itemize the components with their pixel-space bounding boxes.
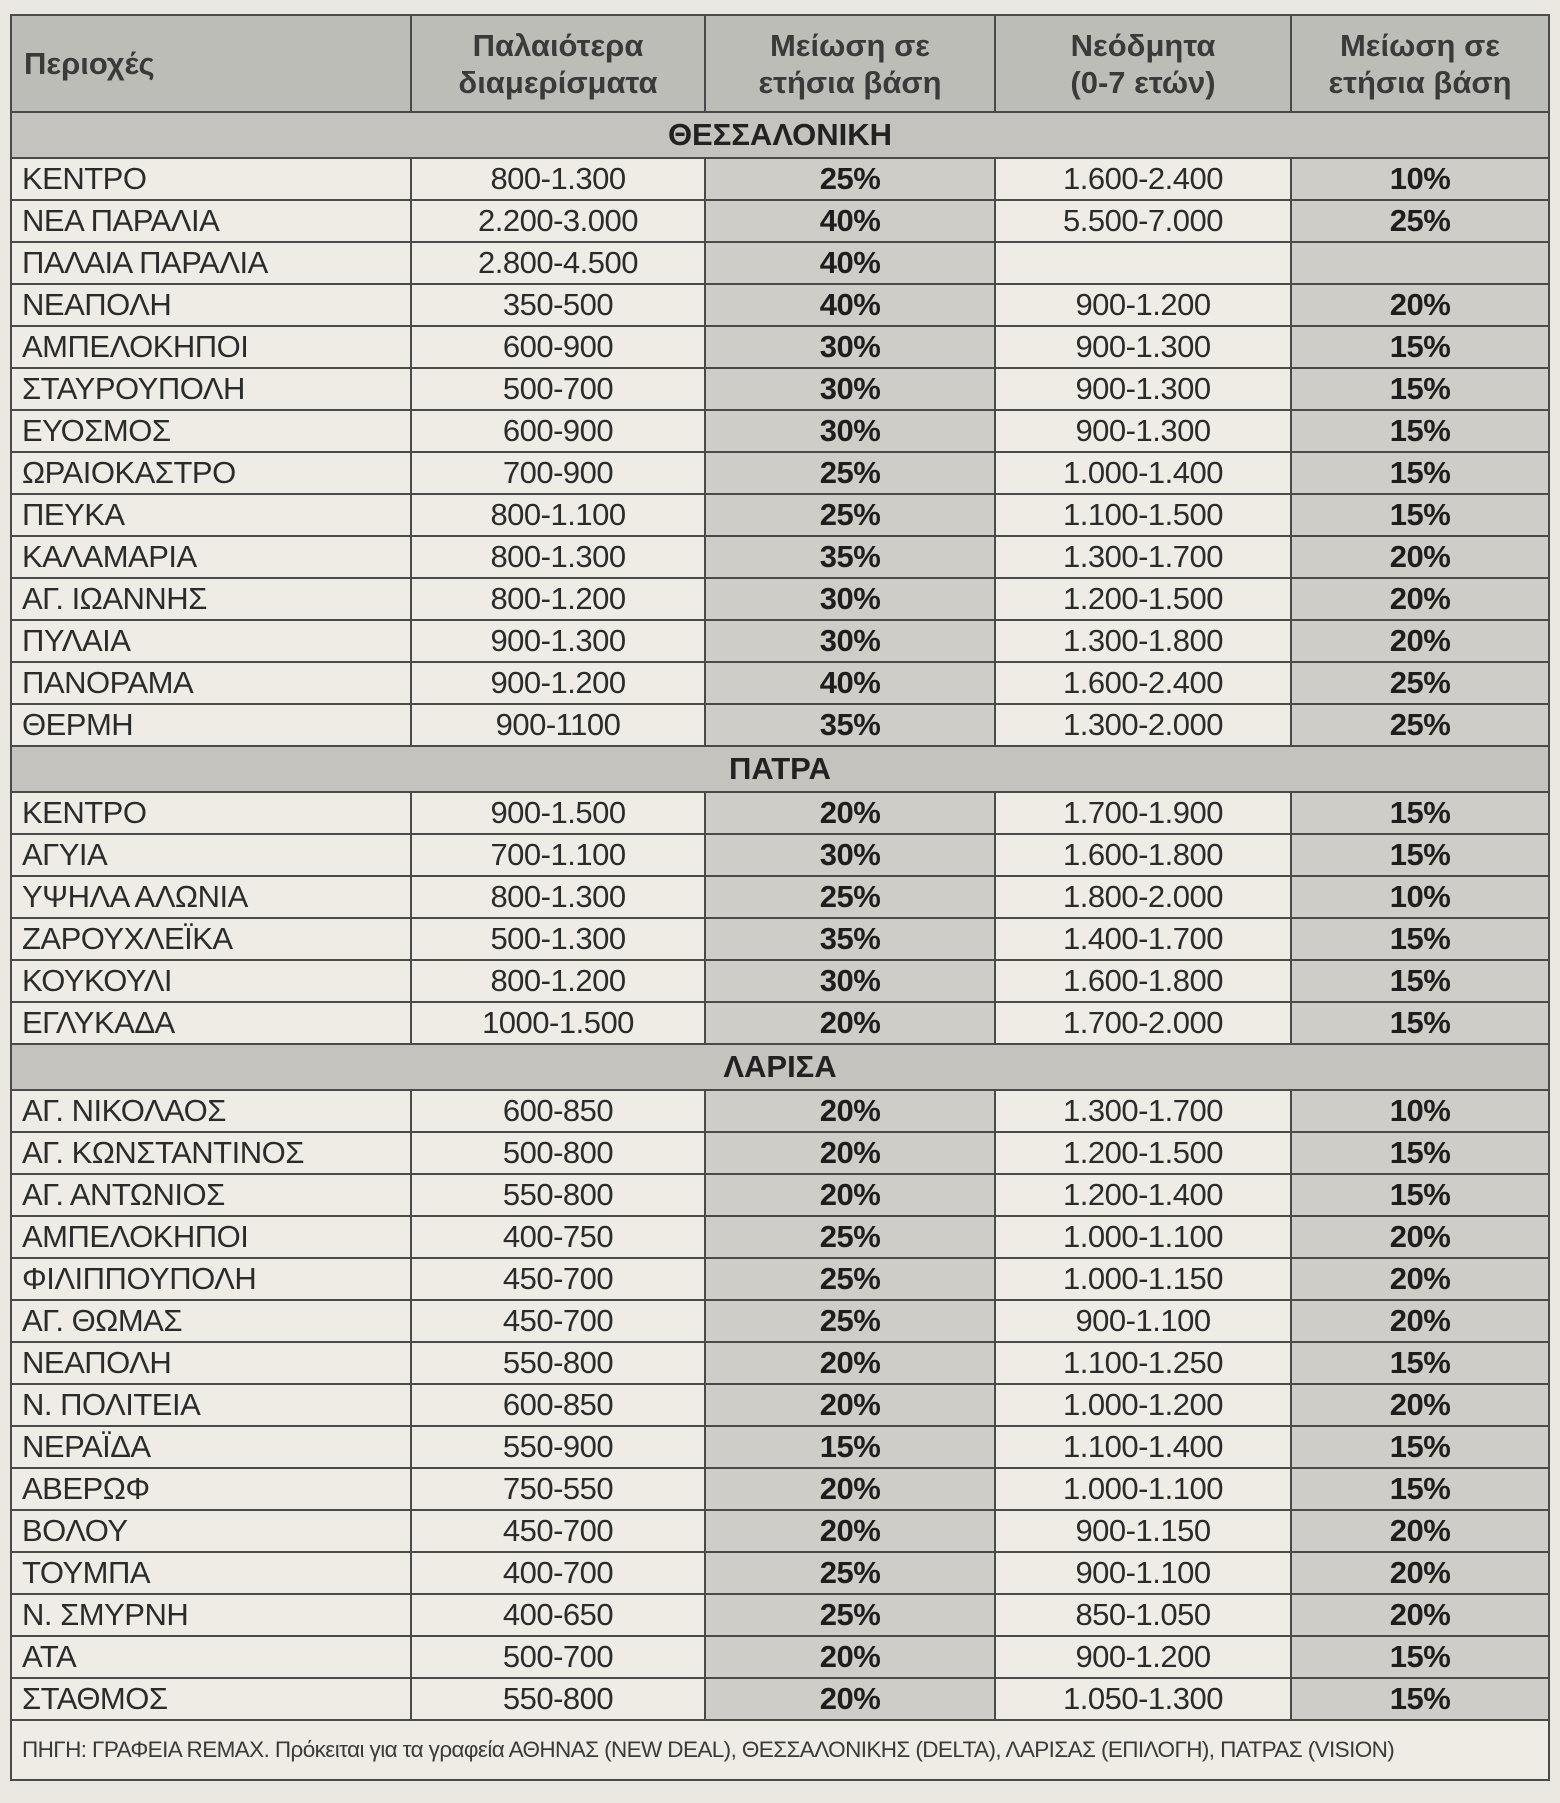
new-price-cell: 1.100-1.250 bbox=[995, 1342, 1291, 1384]
new-price-cell: 1.700-1.900 bbox=[995, 792, 1291, 834]
table-row bbox=[11, 242, 1549, 284]
new-drop-cell: 15% bbox=[1291, 1132, 1549, 1174]
new-price-cell: 900-1.150 bbox=[995, 1510, 1291, 1552]
new-price-cell: 1.000-1.100 bbox=[995, 1216, 1291, 1258]
new-price-cell: 1.200-1.400 bbox=[995, 1174, 1291, 1216]
older-drop-cell: 30% bbox=[705, 410, 995, 452]
older-price-cell: 400-700 bbox=[411, 1552, 705, 1594]
older-price-cell: 900-1.500 bbox=[411, 792, 705, 834]
new-drop-cell: 10% bbox=[1291, 876, 1549, 918]
new-drop-cell: 20% bbox=[1291, 1384, 1549, 1426]
older-price-cell: 350-500 bbox=[411, 284, 705, 326]
area-cell: ΑΤΑ bbox=[11, 1636, 411, 1678]
table-row bbox=[11, 1132, 1549, 1174]
new-drop-cell: 15% bbox=[1291, 1174, 1549, 1216]
table-row bbox=[11, 1090, 1549, 1132]
new-drop-cell: 20% bbox=[1291, 536, 1549, 578]
older-drop-cell: 20% bbox=[705, 1132, 995, 1174]
older-price-cell: 500-700 bbox=[411, 368, 705, 410]
section-row bbox=[11, 746, 1549, 792]
older-price-cell: 600-850 bbox=[411, 1090, 705, 1132]
older-price-cell: 800-1.200 bbox=[411, 578, 705, 620]
header-new-drop bbox=[1291, 15, 1549, 112]
area-cell: ΠΥΛΑΙΑ bbox=[11, 620, 411, 662]
header-new-line1: Νεόδμητα bbox=[1070, 27, 1216, 63]
table-row bbox=[11, 620, 1549, 662]
table-row bbox=[11, 918, 1549, 960]
new-price-cell: 1.000-1.150 bbox=[995, 1258, 1291, 1300]
older-drop-cell: 25% bbox=[705, 1216, 995, 1258]
new-drop-cell: 20% bbox=[1291, 284, 1549, 326]
area-cell: ΕΓΛΥΚΑΔΑ bbox=[11, 1002, 411, 1044]
new-drop-cell: 15% bbox=[1291, 918, 1549, 960]
new-drop-cell: 10% bbox=[1291, 1090, 1549, 1132]
area-cell: ΠΑΝΟΡΑΜΑ bbox=[11, 662, 411, 704]
older-price-cell: 700-1.100 bbox=[411, 834, 705, 876]
new-drop-cell: 15% bbox=[1291, 1678, 1549, 1720]
older-price-cell: 550-800 bbox=[411, 1678, 705, 1720]
older-price-cell: 600-900 bbox=[411, 326, 705, 368]
new-price-cell: 1.300-2.000 bbox=[995, 704, 1291, 746]
older-drop-cell: 30% bbox=[705, 326, 995, 368]
older-drop-cell: 40% bbox=[705, 662, 995, 704]
new-drop-cell: 20% bbox=[1291, 1594, 1549, 1636]
table-row bbox=[11, 834, 1549, 876]
new-price-cell: 1.200-1.500 bbox=[995, 1132, 1291, 1174]
older-price-cell: 550-800 bbox=[411, 1342, 705, 1384]
source-row bbox=[11, 1720, 1549, 1780]
new-price-cell: 1.300-1.700 bbox=[995, 536, 1291, 578]
area-cell: ΝΕΑ ΠΑΡΑΛΙΑ bbox=[11, 200, 411, 242]
older-price-cell: 800-1.300 bbox=[411, 876, 705, 918]
table-row bbox=[11, 536, 1549, 578]
table-row bbox=[11, 1552, 1549, 1594]
area-cell: ΝΕΑΠΟΛΗ bbox=[11, 284, 411, 326]
header-older-line1: Παλαιότερα bbox=[472, 27, 644, 63]
new-price-cell: 900-1.100 bbox=[995, 1300, 1291, 1342]
area-cell: ΤΟΥΜΠΑ bbox=[11, 1552, 411, 1594]
new-drop-cell: 15% bbox=[1291, 1636, 1549, 1678]
area-cell: Ν. ΠΟΛΙΤΕΙΑ bbox=[11, 1384, 411, 1426]
new-price-cell: 5.500-7.000 bbox=[995, 200, 1291, 242]
new-price-cell bbox=[995, 242, 1291, 284]
area-cell: ΕΥΟΣΜΟΣ bbox=[11, 410, 411, 452]
older-drop-cell: 30% bbox=[705, 620, 995, 662]
older-drop-cell: 20% bbox=[705, 1384, 995, 1426]
older-drop-cell: 20% bbox=[705, 1090, 995, 1132]
new-drop-cell: 15% bbox=[1291, 1426, 1549, 1468]
area-cell: ΑΜΠΕΛΟΚΗΠΟΙ bbox=[11, 326, 411, 368]
new-price-cell: 1.050-1.300 bbox=[995, 1678, 1291, 1720]
older-price-cell: 450-700 bbox=[411, 1510, 705, 1552]
older-drop-cell: 25% bbox=[705, 1300, 995, 1342]
area-cell: ΖΑΡΟΥΧΛΕΪΚΑ bbox=[11, 918, 411, 960]
new-price-cell: 900-1.200 bbox=[995, 284, 1291, 326]
area-cell: ΒΟΛΟΥ bbox=[11, 1510, 411, 1552]
table-row bbox=[11, 1510, 1549, 1552]
older-drop-cell: 20% bbox=[705, 792, 995, 834]
new-price-cell: 850-1.050 bbox=[995, 1594, 1291, 1636]
older-drop-cell: 25% bbox=[705, 494, 995, 536]
new-drop-cell: 15% bbox=[1291, 1002, 1549, 1044]
new-price-cell: 1.600-2.400 bbox=[995, 158, 1291, 200]
section-title: ΘΕΣΣΑΛΟΝΙΚΗ bbox=[11, 112, 1549, 158]
older-drop-cell: 15% bbox=[705, 1426, 995, 1468]
older-price-cell: 900-1.200 bbox=[411, 662, 705, 704]
older-drop-cell: 40% bbox=[705, 242, 995, 284]
table-row bbox=[11, 960, 1549, 1002]
older-price-cell: 500-800 bbox=[411, 1132, 705, 1174]
older-price-cell: 550-900 bbox=[411, 1426, 705, 1468]
older-price-cell: 800-1.300 bbox=[411, 158, 705, 200]
new-drop-cell: 20% bbox=[1291, 620, 1549, 662]
older-price-cell: 2.800-4.500 bbox=[411, 242, 705, 284]
table-row bbox=[11, 704, 1549, 746]
table-row bbox=[11, 662, 1549, 704]
table-row bbox=[11, 494, 1549, 536]
area-cell: ΚΕΝΤΡΟ bbox=[11, 158, 411, 200]
new-drop-cell: 20% bbox=[1291, 1510, 1549, 1552]
older-price-cell: 750-550 bbox=[411, 1468, 705, 1510]
older-price-cell: 500-700 bbox=[411, 1636, 705, 1678]
new-price-cell: 900-1.200 bbox=[995, 1636, 1291, 1678]
area-cell: ΑΓ. ΙΩΑΝΝΗΣ bbox=[11, 578, 411, 620]
table-row bbox=[11, 410, 1549, 452]
header-drop2-line2: ετήσια βάση bbox=[1328, 64, 1512, 100]
new-price-cell: 1.100-1.400 bbox=[995, 1426, 1291, 1468]
new-drop-cell: 15% bbox=[1291, 452, 1549, 494]
area-cell: ΚΑΛΑΜΑΡΙΑ bbox=[11, 536, 411, 578]
new-drop-cell: 20% bbox=[1291, 1216, 1549, 1258]
table-body bbox=[11, 112, 1549, 1720]
source-note: ΠΗΓΗ: ΓΡΑΦΕΙΑ REMAX. Πρόκειται για τα γραφεία ΑΘΗΝΑΣ (NEW DEAL), ΘΕΣΣΑΛΟΝΙΚΗΣ (DELTA), ΛΑΡΙΣΑΣ (ΕΠΙΛΟΓΗ), ΠΑΤΡΑΣ (VISION) bbox=[11, 1720, 1549, 1780]
new-price-cell: 1.300-1.800 bbox=[995, 620, 1291, 662]
older-price-cell: 900-1.300 bbox=[411, 620, 705, 662]
header-older-apartments bbox=[411, 15, 705, 112]
table-row bbox=[11, 1468, 1549, 1510]
older-price-cell: 2.200-3.000 bbox=[411, 200, 705, 242]
older-drop-cell: 20% bbox=[705, 1636, 995, 1678]
area-cell: ΚΕΝΤΡΟ bbox=[11, 792, 411, 834]
new-drop-cell: 15% bbox=[1291, 326, 1549, 368]
new-price-cell: 1.700-2.000 bbox=[995, 1002, 1291, 1044]
table-row bbox=[11, 1174, 1549, 1216]
table-row bbox=[11, 326, 1549, 368]
older-price-cell: 600-900 bbox=[411, 410, 705, 452]
older-price-cell: 800-1.300 bbox=[411, 536, 705, 578]
older-drop-cell: 25% bbox=[705, 1594, 995, 1636]
new-drop-cell bbox=[1291, 242, 1549, 284]
older-price-cell: 700-900 bbox=[411, 452, 705, 494]
new-price-cell: 1.600-2.400 bbox=[995, 662, 1291, 704]
new-price-cell: 900-1.300 bbox=[995, 326, 1291, 368]
new-price-cell: 900-1.300 bbox=[995, 410, 1291, 452]
header-areas-label: Περιοχές bbox=[24, 46, 155, 81]
table-row bbox=[11, 1342, 1549, 1384]
older-drop-cell: 25% bbox=[705, 1552, 995, 1594]
area-cell: ΠΑΛΑΙΑ ΠΑΡΑΛΙΑ bbox=[11, 242, 411, 284]
area-cell: ΑΓ. ΝΙΚΟΛΑΟΣ bbox=[11, 1090, 411, 1132]
area-cell: ΥΨΗΛΑ ΑΛΩΝΙΑ bbox=[11, 876, 411, 918]
new-price-cell: 900-1.300 bbox=[995, 368, 1291, 410]
older-price-cell: 450-700 bbox=[411, 1258, 705, 1300]
new-drop-cell: 25% bbox=[1291, 704, 1549, 746]
header-row bbox=[11, 15, 1549, 112]
header-drop1-line2: ετήσια βάση bbox=[758, 64, 942, 100]
older-drop-cell: 30% bbox=[705, 960, 995, 1002]
area-cell: ΑΒΕΡΩΦ bbox=[11, 1468, 411, 1510]
table-row bbox=[11, 1636, 1549, 1678]
area-cell: ΚΟΥΚΟΥΛΙ bbox=[11, 960, 411, 1002]
new-price-cell: 1.000-1.400 bbox=[995, 452, 1291, 494]
older-drop-cell: 30% bbox=[705, 834, 995, 876]
new-price-cell: 1.000-1.100 bbox=[995, 1468, 1291, 1510]
new-price-cell: 1.600-1.800 bbox=[995, 834, 1291, 876]
new-price-cell: 1.200-1.500 bbox=[995, 578, 1291, 620]
section-row bbox=[11, 112, 1549, 158]
older-drop-cell: 25% bbox=[705, 876, 995, 918]
area-cell: ΑΓ. ΚΩΝΣΤΑΝΤΙΝΟΣ bbox=[11, 1132, 411, 1174]
area-cell: ΣΤΑΥΡΟΥΠΟΛΗ bbox=[11, 368, 411, 410]
new-price-cell: 1.800-2.000 bbox=[995, 876, 1291, 918]
area-cell: ΝΕΑΠΟΛΗ bbox=[11, 1342, 411, 1384]
new-drop-cell: 20% bbox=[1291, 1552, 1549, 1594]
header-drop1-line1: Μείωση σε bbox=[769, 27, 930, 63]
older-price-cell: 800-1.100 bbox=[411, 494, 705, 536]
new-drop-cell: 25% bbox=[1291, 662, 1549, 704]
new-price-cell: 1.000-1.200 bbox=[995, 1384, 1291, 1426]
older-price-cell: 450-700 bbox=[411, 1300, 705, 1342]
older-drop-cell: 35% bbox=[705, 536, 995, 578]
older-drop-cell: 20% bbox=[705, 1468, 995, 1510]
table-row bbox=[11, 792, 1549, 834]
section-title: ΛΑΡΙΣΑ bbox=[11, 1044, 1549, 1090]
section-title: ΠΑΤΡΑ bbox=[11, 746, 1549, 792]
table-row bbox=[11, 578, 1549, 620]
older-drop-cell: 35% bbox=[705, 704, 995, 746]
older-drop-cell: 40% bbox=[705, 284, 995, 326]
table-row bbox=[11, 1300, 1549, 1342]
older-price-cell: 500-1.300 bbox=[411, 918, 705, 960]
older-price-cell: 400-650 bbox=[411, 1594, 705, 1636]
older-drop-cell: 30% bbox=[705, 578, 995, 620]
table-row bbox=[11, 1216, 1549, 1258]
new-drop-cell: 15% bbox=[1291, 834, 1549, 876]
table-row bbox=[11, 1002, 1549, 1044]
older-price-cell: 550-800 bbox=[411, 1174, 705, 1216]
older-drop-cell: 25% bbox=[705, 158, 995, 200]
section-row bbox=[11, 1044, 1549, 1090]
older-drop-cell: 20% bbox=[705, 1002, 995, 1044]
new-drop-cell: 20% bbox=[1291, 578, 1549, 620]
table-row bbox=[11, 1384, 1549, 1426]
new-price-cell: 900-1.100 bbox=[995, 1552, 1291, 1594]
table-row bbox=[11, 368, 1549, 410]
older-price-cell: 900-1100 bbox=[411, 704, 705, 746]
new-drop-cell: 15% bbox=[1291, 960, 1549, 1002]
table-row bbox=[11, 1426, 1549, 1468]
area-cell: ΦΙΛΙΠΠΟΥΠΟΛΗ bbox=[11, 1258, 411, 1300]
older-price-cell: 1000-1.500 bbox=[411, 1002, 705, 1044]
older-price-cell: 600-850 bbox=[411, 1384, 705, 1426]
table-row bbox=[11, 284, 1549, 326]
older-drop-cell: 40% bbox=[705, 200, 995, 242]
area-cell: Ν. ΣΜΥΡΝΗ bbox=[11, 1594, 411, 1636]
table-row bbox=[11, 876, 1549, 918]
header-new-line2: (0-7 ετών) bbox=[1070, 64, 1216, 100]
older-price-cell: 800-1.200 bbox=[411, 960, 705, 1002]
new-drop-cell: 15% bbox=[1291, 1342, 1549, 1384]
older-drop-cell: 20% bbox=[705, 1510, 995, 1552]
area-cell: ΑΜΠΕΛΟΚΗΠΟΙ bbox=[11, 1216, 411, 1258]
header-drop2-line1: Μείωση σε bbox=[1339, 27, 1500, 63]
table-row bbox=[11, 200, 1549, 242]
new-drop-cell: 20% bbox=[1291, 1258, 1549, 1300]
new-drop-cell: 15% bbox=[1291, 410, 1549, 452]
area-cell: ΑΓΥΙΑ bbox=[11, 834, 411, 876]
new-drop-cell: 15% bbox=[1291, 1468, 1549, 1510]
header-areas bbox=[11, 15, 411, 112]
table-row bbox=[11, 1258, 1549, 1300]
new-drop-cell: 15% bbox=[1291, 792, 1549, 834]
table-row bbox=[11, 1594, 1549, 1636]
price-table bbox=[10, 14, 1550, 1781]
header-older-line2: διαμερίσματα bbox=[458, 64, 658, 100]
new-price-cell: 1.400-1.700 bbox=[995, 918, 1291, 960]
header-older-drop bbox=[705, 15, 995, 112]
older-drop-cell: 20% bbox=[705, 1678, 995, 1720]
area-cell: ΝΕΡΑΪΔΑ bbox=[11, 1426, 411, 1468]
area-cell: ΣΤΑΘΜΟΣ bbox=[11, 1678, 411, 1720]
older-drop-cell: 20% bbox=[705, 1174, 995, 1216]
table-row bbox=[11, 1678, 1549, 1720]
older-price-cell: 400-750 bbox=[411, 1216, 705, 1258]
new-price-cell: 1.100-1.500 bbox=[995, 494, 1291, 536]
area-cell: ΠΕΥΚΑ bbox=[11, 494, 411, 536]
older-drop-cell: 25% bbox=[705, 1258, 995, 1300]
new-drop-cell: 20% bbox=[1291, 1300, 1549, 1342]
older-drop-cell: 35% bbox=[705, 918, 995, 960]
header-new-builds bbox=[995, 15, 1291, 112]
area-cell: ΑΓ. ΘΩΜΑΣ bbox=[11, 1300, 411, 1342]
new-drop-cell: 10% bbox=[1291, 158, 1549, 200]
older-drop-cell: 20% bbox=[705, 1342, 995, 1384]
area-cell: ΑΓ. ΑΝΤΩΝΙΟΣ bbox=[11, 1174, 411, 1216]
new-price-cell: 1.300-1.700 bbox=[995, 1090, 1291, 1132]
older-drop-cell: 25% bbox=[705, 452, 995, 494]
area-cell: ΘΕΡΜΗ bbox=[11, 704, 411, 746]
price-table-page bbox=[10, 14, 1548, 1781]
new-price-cell: 1.600-1.800 bbox=[995, 960, 1291, 1002]
new-drop-cell: 15% bbox=[1291, 368, 1549, 410]
table-row bbox=[11, 158, 1549, 200]
table-row bbox=[11, 452, 1549, 494]
new-drop-cell: 15% bbox=[1291, 494, 1549, 536]
area-cell: ΩΡΑΙΟΚΑΣΤΡΟ bbox=[11, 452, 411, 494]
older-drop-cell: 30% bbox=[705, 368, 995, 410]
new-drop-cell: 25% bbox=[1291, 200, 1549, 242]
